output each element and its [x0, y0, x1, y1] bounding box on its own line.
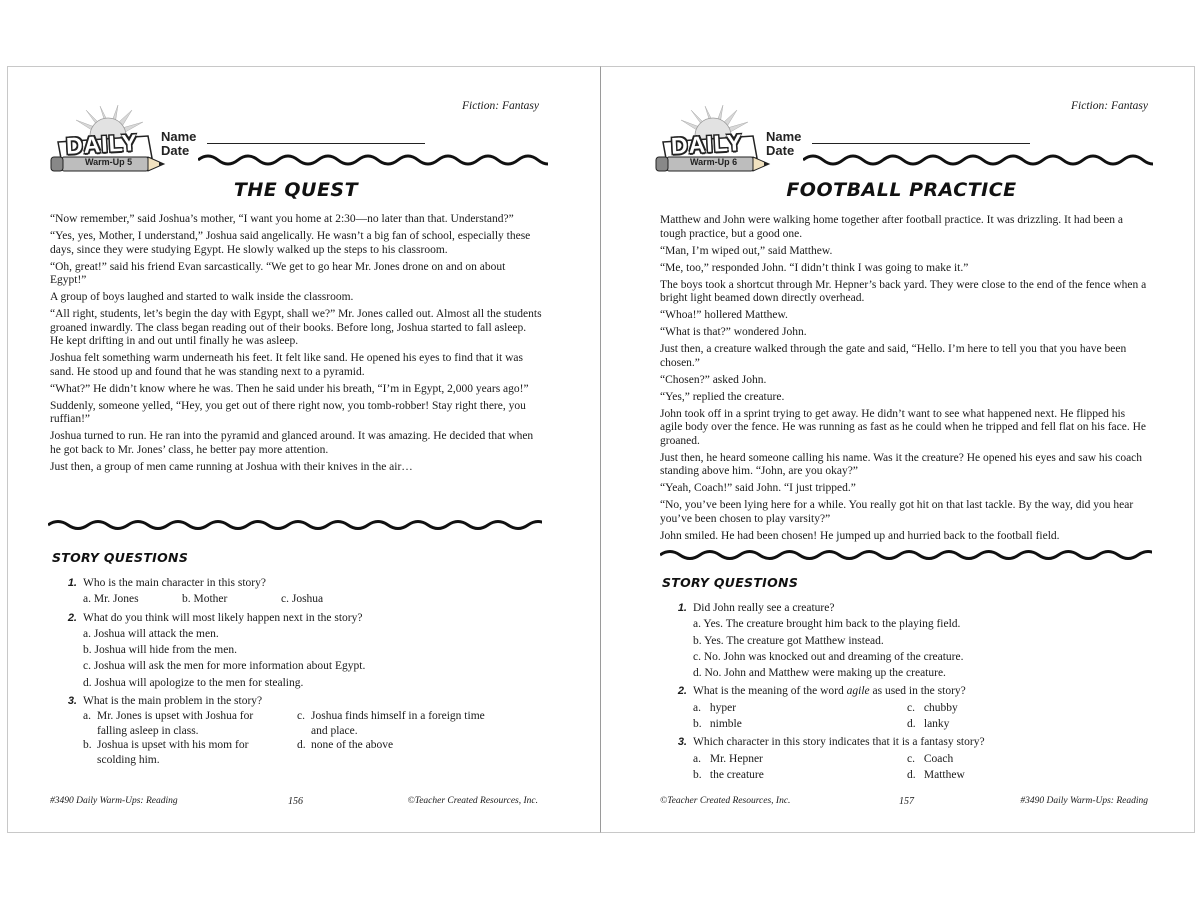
answer-option[interactable]: c. Joshua will ask the men for more information about Egypt.	[83, 660, 366, 673]
page-number: 156	[288, 796, 303, 807]
story-paragraph: John took off in a sprint trying to get away. He didn’t want to see what happened next. He flipped his agile body over the fence. He was running as fast as he could when he tripped and fell flat on his face. He groaned.	[660, 407, 1147, 447]
footer-book-title: #3490 Daily Warm-Ups: Reading	[1020, 796, 1148, 806]
story-title: FOOTBALL PRACTICE	[786, 179, 1017, 201]
story-paragraph: “Chosen?” asked John.	[660, 373, 767, 386]
story-paragraph: “Me, too,” responded John. “I didn’t think I was going to make it.”	[660, 261, 969, 274]
story-paragraph: Just then, he heard someone calling his name. Was it the creature? He opened his eyes and saw his coach standing above him. “John, are you okay?”	[660, 451, 1143, 478]
left-page	[7, 66, 600, 833]
story-paragraph: Joshua felt something warm underneath his feet. It felt like sand. He opened his eyes to find that it was sand. He stood up and found that he was standing next to a pyramid.	[50, 352, 523, 378]
answer-options	[83, 591, 543, 607]
wavy-line-icon	[803, 152, 1153, 168]
answer-option[interactable]: d. Joshua will apologize to the men for stealing.	[83, 676, 304, 689]
question-2	[673, 683, 1153, 732]
questions-list	[673, 600, 1153, 785]
answer-option[interactable]: a. Mr. Jones	[83, 593, 139, 606]
answer-option[interactable]: c. chubby	[907, 701, 958, 714]
story-paragraph: “Now remember,” said Joshua’s mother, “I want you home at 2:30—no later than that. Understand?”	[50, 213, 514, 225]
story-paragraph: Joshua turned to run. He ran into the pyramid and glanced around. It was amazing. He decided that when he got back to Mr. Jones’ class, he better pay more attention.	[50, 430, 534, 457]
question-text: Who is the main character in this story?	[83, 577, 266, 589]
question-text: What is the main problem in the story?	[83, 695, 263, 708]
story-questions-heading: STORY QUESTIONS	[662, 575, 799, 590]
story-paragraph: “What is that?” wondered John.	[660, 326, 807, 339]
daily-logo-text: DAILY	[65, 129, 139, 159]
date-label: Date	[161, 143, 190, 158]
name-label: Name	[766, 129, 802, 144]
answer-option[interactable]: a. Joshua will attack the men.	[83, 627, 219, 640]
answer-option[interactable]: c. Joshua	[281, 593, 324, 606]
story-paragraph: “What?” He didn’t know where he was. Then he said under his breath, “I’m in Egypt, 2,000 years ago!”	[50, 382, 529, 395]
answer-option[interactable]: c. No. John was knocked out and dreaming of the creature.	[693, 650, 964, 663]
question-number: 3.	[67, 695, 77, 708]
story-paragraph: “Yeah, Coach!” said John. “I just tripped.”	[660, 482, 856, 495]
story-paragraph: A group of boys laughed and started to walk inside the classroom.	[50, 291, 354, 304]
story-paragraph: “Yes, yes, Mother, I understand,” Joshua said angelically. He wasn’t a big fan of school, especially these days, since they were studying Egypt. He slowly walked up the steps to his classroom.	[50, 229, 531, 256]
vocab-word: agile	[846, 685, 870, 698]
question-text: Did John really see a creature?	[693, 602, 835, 614]
wavy-divider-icon	[48, 518, 542, 532]
story-paragraph: Suddenly, someone yelled, “Hey, you get out of there right now, you tomb-robber! Stay right there, you ruffian!”	[50, 399, 526, 426]
question-3	[673, 734, 1153, 783]
questions-list	[63, 575, 543, 769]
footer-book-title: #3490 Daily Warm-Ups: Reading	[50, 796, 178, 806]
genre-label: Fiction: Fantasy	[462, 100, 539, 112]
answer-option[interactable]: d. Matthew	[907, 768, 965, 781]
story-paragraph: “Whoa!” hollered Matthew.	[660, 309, 788, 322]
warmup-number: Warm-Up 6	[690, 157, 738, 167]
story-paragraph: The boys took a shortcut through Mr. Hepner’s back yard. They were close to the end of the fence when a bright light beamed down directly overhead.	[660, 278, 1147, 305]
answer-option[interactable]: c. Joshua finds himself in a foreign time and place.	[297, 710, 485, 737]
answer-option[interactable]: d. none of the above	[297, 739, 394, 752]
question-number: 2.	[67, 611, 77, 624]
answer-options	[83, 709, 543, 767]
question-text: Which character in this story indicates that it is a fantasy story?	[693, 736, 985, 749]
footer-copyright: ©Teacher Created Resources, Inc.	[407, 796, 538, 806]
footer-copyright: ©Teacher Created Resources, Inc.	[660, 796, 791, 806]
answer-option[interactable]: b. nimble	[693, 718, 742, 731]
warmup-header	[653, 102, 1153, 172]
story-paragraph: “Oh, great!” said his friend Evan sarcastically. “We get to go hear Mr. Jones drone on and on about Egypt!”	[50, 260, 506, 287]
story-questions-heading: STORY QUESTIONS	[52, 550, 189, 565]
name-label: Name	[161, 129, 197, 144]
genre-label: Fiction: Fantasy	[1071, 100, 1148, 112]
question-text: What do you think will most likely happen next in the story?	[83, 611, 363, 624]
daily-logo-text: DAILY	[670, 129, 744, 159]
story-paragraph: “Yes,” replied the creature.	[660, 390, 785, 403]
question-number: 2.	[677, 685, 687, 698]
wavy-divider-icon	[660, 548, 1152, 562]
question-1	[673, 600, 1153, 681]
answer-option[interactable]: b. Mother	[182, 593, 228, 606]
story-title: THE QUEST	[233, 179, 359, 201]
story-paragraph: John smiled. He had been chosen! He jumped up and hurried back to the football field.	[660, 529, 1060, 542]
story-paragraph: “All right, students, let’s begin the day with Egypt, shall we?” Mr. Jones called out. Almost all the students groaned inwardly. The class began reading out of their books. Before long, Joshua started to fall asleep. He kept drifting in and out until finally he was asleep.	[50, 308, 542, 348]
wavy-line-icon	[198, 152, 548, 168]
question-number: 1.	[67, 577, 77, 589]
question-text: What is the meaning of the word agile as used in the story?	[693, 685, 966, 698]
story-text	[50, 213, 542, 478]
answer-option[interactable]: a. Mr. Hepner	[693, 752, 763, 765]
warmup-number: Warm-Up 5	[85, 157, 133, 167]
answer-option[interactable]: c. Coach	[907, 752, 954, 765]
answer-option[interactable]: d. lanky	[907, 718, 950, 731]
answer-option[interactable]: a. Mr. Jones is upset with Joshua for falling asleep in class.	[83, 710, 254, 737]
story-paragraph: Just then, a creature walked through the gate and said, “Hello. I’m here to tell you that you have been chosen.”	[660, 343, 1127, 369]
warmup-header	[48, 102, 548, 172]
name-field[interactable]	[812, 143, 1030, 144]
answer-options	[693, 700, 1153, 733]
story-paragraph: “No, you’ve been lying here for a while. You really got hit on that last tackle. By the way, did you hear you’ve been chosen to play varsity?”	[660, 499, 1134, 525]
answer-option[interactable]: b. Yes. The creature got Matthew instead.	[693, 634, 884, 647]
question-1	[63, 575, 543, 608]
answer-option[interactable]: b. the creature	[693, 768, 764, 781]
story-paragraph: “Man, I’m wiped out,” said Matthew.	[660, 244, 833, 257]
right-page	[600, 66, 1195, 833]
page-number: 157	[899, 796, 914, 807]
answer-option[interactable]: b. Joshua is upset with his mom for scolding him.	[83, 739, 249, 766]
story-paragraph: Just then, a group of men came running at Joshua with their knives in the air…	[50, 461, 413, 474]
answer-option[interactable]: a. hyper	[693, 701, 737, 714]
answer-option[interactable]: b. Joshua will hide from the men.	[83, 644, 237, 657]
name-field[interactable]	[207, 143, 425, 144]
date-label: Date	[766, 143, 795, 158]
story-paragraph: Matthew and John were walking home together after football practice. It was drizzling. It had been a tough practice, but a good one.	[660, 214, 1124, 240]
answer-option[interactable]: a. Yes. The creature brought him back to the playing field.	[693, 618, 961, 631]
question-number: 3.	[677, 736, 687, 749]
question-3	[63, 693, 543, 767]
answer-option[interactable]: d. No. John and Matthew were making up the creature.	[693, 667, 946, 680]
story-text	[660, 214, 1150, 547]
question-number: 1.	[677, 602, 687, 614]
answer-options	[693, 751, 1153, 784]
question-2	[63, 610, 543, 691]
